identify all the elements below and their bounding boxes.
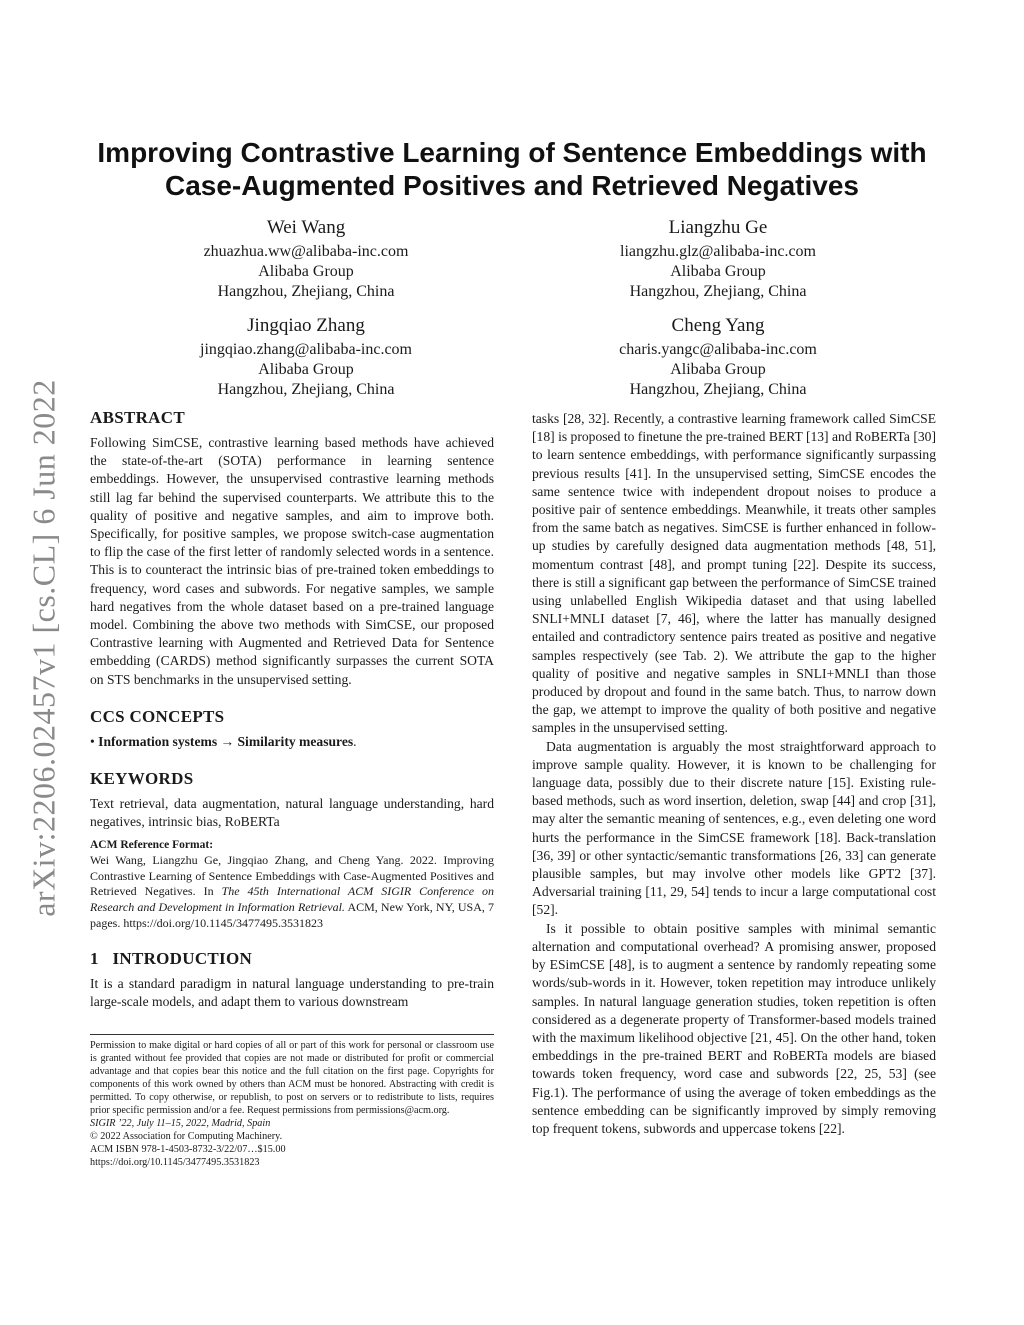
- author-location: Hangzhou, Zhejiang, China: [629, 381, 807, 398]
- author-email: zhuazhua.ww@alibaba-inc.com: [203, 243, 409, 260]
- author-org: Alibaba Group: [258, 361, 354, 378]
- author-name: Liangzhu Ge: [668, 217, 768, 238]
- abstract-heading: ABSTRACT: [90, 408, 185, 427]
- introduction-text: It is a standard paradigm in natural language understanding to pre-train large-scale models, and adapt them to various downstream: [90, 976, 494, 1010]
- conference-line: [90, 1117, 494, 1130]
- right-paragraph-3: Is it possible to obtain positive samples with minimal semantic alternation and computational overhead? A promising answer, proposed by ESimCSE [48], is to augment a sentence by randomly repeating some words/sub-words in it. However, token repetition may introduce unlikely samples. In natural language generation studies, token repetition is often considered as a degenerate property of Transformer-based models trained with the maximum likelihood objective [21, 45]. On the other hand, token embeddings in the pre-trained BERT and RoBERTa models are biased towards token frequency, word case and subwords [22, 25, 53] (see Fig.1). The performance of using the average of token embeddings as the sentence embedding can be significantly improved by simply removing top frequent tokens, subwords and uppercase tokens [22].: [532, 920, 936, 1136]
- author-location: Hangzhou, Zhejiang, China: [629, 283, 807, 300]
- author-location: Hangzhou, Zhejiang, China: [217, 283, 395, 300]
- permission-block: [90, 1034, 494, 1169]
- reference-text-after: ACM, New York, NY, USA, 7 pages. https://doi.org/10.1145/3477495.3531823: [90, 900, 495, 930]
- copyright-line: © 2022 Association for Computing Machinery.: [90, 1131, 283, 1142]
- author-block-3: [136, 314, 476, 400]
- abstract-text: Following SimCSE, contrastive learning based methods have achieved the state-of-the-art (SOTA) performance in learning sentence embeddings. However, the unsupervised contrastive learning methods still lag far behind the supervised counterparts. We attribute this to the quality of positive and negative samples, and aim to improve both. Specifically, for positive samples, we propose switch-case augmentation to flip the case of the first letter of randomly selected words in a sentence. This is to counteract the intrinsic bias of pre-trained token embeddings to frequency, word cases and subwords. For negative samples, we sample hard negatives from the whole dataset based on a pre-trained language model. Combining the above two methods with SimCSE, our proposed Contrastive learning with Augmented and Retrieved Data for Sentence embedding (CARDS) method significantly surpasses the current SOTA on STS benchmarks in the unsupervised setting.: [90, 435, 494, 687]
- reference-venue: The 45th International ACM SIGIR Conference on Research and Development in Information Retrieval.: [90, 884, 495, 915]
- reference-text-before: Wei Wang, Liangzhu Ge, Jingqiao Zhang, and Cheng Yang. 2022. Improving Contrastive Learning of Sentence Embeddings with Case-Augmented Positives and Retrieved Negatives. In: [90, 853, 494, 899]
- author-email: charis.yangc@alibaba-inc.com: [619, 341, 817, 358]
- author-email: liangzhu.glz@alibaba-inc.com: [620, 243, 816, 260]
- conference-text: SIGIR ’22, July 11–15, 2022, Madrid, Spain: [90, 1118, 271, 1129]
- author-name: Jingqiao Zhang: [247, 315, 365, 336]
- right-paragraph-1: tasks [28, 32]. Recently, a contrastive learning framework called SimCSE [18] is proposed to finetune the pre-trained BERT [13] and RoBERTa [30] to learn sentence embeddings, with performance significantly surpassing previous results [41]. In the unsupervised setting, SimCSE encodes the same sentence twice with independent dropout noises to produce a positive pair of sentence embeddings. Meanwhile, it treats other samples from the same batch as negatives. SimCSE is further enhanced in follow-up studies by carefully designed data augmentation methods [48, 51], momentum contrast [48], and prompt tuning [22]. Despite its success, there is still a significant gap between the performance of SimCSE trained using unlabelled English Wikipedia dataset and that using labelled SNLI+MNLI dataset [7, 46], where the latter has manually designed entailed and contradictory sentence pairs treated as positive and negative samples respectively (see Tab. 2). We attribute the gap to the higher quality of positive and negative samples in SNLI+MNLI than those produced by dropout and found in the same batch. Thus, to narrow down the gap, we attempt to improve the quality of both positive and negative samples in the unsupervised setting.: [532, 411, 936, 736]
- ccs-item: Information systems → Similarity measures: [98, 733, 354, 749]
- title-line-1: Improving Contrastive Learning of Sentence Embeddings with: [97, 137, 927, 168]
- right-paragraph-2: Data augmentation is arguably the most straightforward approach to improve sample quality. However, it is known to be challenging for language data, possibly due to their discrete nature [15]. Existing rule-based methods, such as word insertion, deletion, swap [44] and crop [31], may alter the semantic meaning of sentences, e.g., even deleting one word hurts the performance in the SimCSE framework [18]. Back-translation [36, 39] or other syntactic/semantic transformations [26, 33] can generate plausible samples, but may involve other models like GPT2 [37]. Adversarial training [11, 29, 54] tends to incur a large computational cost [52].: [532, 738, 936, 918]
- author-block-2: [548, 216, 888, 302]
- reference-format-text: [90, 853, 494, 931]
- arxiv-identifier: arXiv:2206.02457v1 [cs.CL] 6 Jun 2022: [25, 379, 62, 917]
- author-org: Alibaba Group: [258, 263, 354, 280]
- ccs-concepts: [90, 733, 494, 751]
- keywords-heading: KEYWORDS: [90, 768, 194, 788]
- title-line-2: Case-Augmented Positives and Retrieved Negatives: [164, 170, 859, 201]
- isbn-line: ACM ISBN 978-1-4503-8732-3/22/07…$15.00: [90, 1144, 286, 1155]
- left-column: [90, 408, 494, 1012]
- permission-text: Permission to make digital or hard copies of all or part of this work for personal or classroom use is granted without fee provided that copies are not made or distributed for profit or commercial advantage and that copies bear this notice and the full citation on the first page. Copyrights for components of this work owned by others than ACM must be honored. Abstracting with credit is permitted. To copy otherwise, or republish, to post on servers or to redistribute to lists, requires prior specific permission and/or a fee. Request permissions from permissions@acm.org.: [90, 1040, 494, 1116]
- author-org: Alibaba Group: [670, 263, 766, 280]
- doi-line: https://doi.org/10.1145/3477495.3531823: [90, 1157, 260, 1168]
- author-block-1: [136, 216, 476, 302]
- keywords-text: Text retrieval, data augmentation, natural language understanding, hard negatives, intrinsic bias, RoBERTa: [90, 795, 494, 830]
- author-name: Cheng Yang: [671, 315, 765, 336]
- author-email: jingqiao.zhang@alibaba-inc.com: [200, 341, 412, 358]
- ccs-period: .: [353, 733, 357, 749]
- author-location: Hangzhou, Zhejiang, China: [217, 381, 395, 398]
- reference-format-label: ACM Reference Format:: [90, 839, 214, 852]
- ccs-heading: CCS CONCEPTS: [90, 706, 225, 726]
- acm-reference-format: [90, 839, 494, 931]
- author-block-4: [548, 314, 888, 400]
- introduction-heading: 1 INTRODUCTION: [90, 949, 253, 969]
- paper-title: [90, 136, 934, 202]
- author-org: Alibaba Group: [670, 361, 766, 378]
- author-name: Wei Wang: [266, 217, 346, 238]
- footnote-rule: [90, 1034, 494, 1035]
- ccs-bullet: •: [90, 733, 95, 749]
- right-column: [532, 410, 936, 1138]
